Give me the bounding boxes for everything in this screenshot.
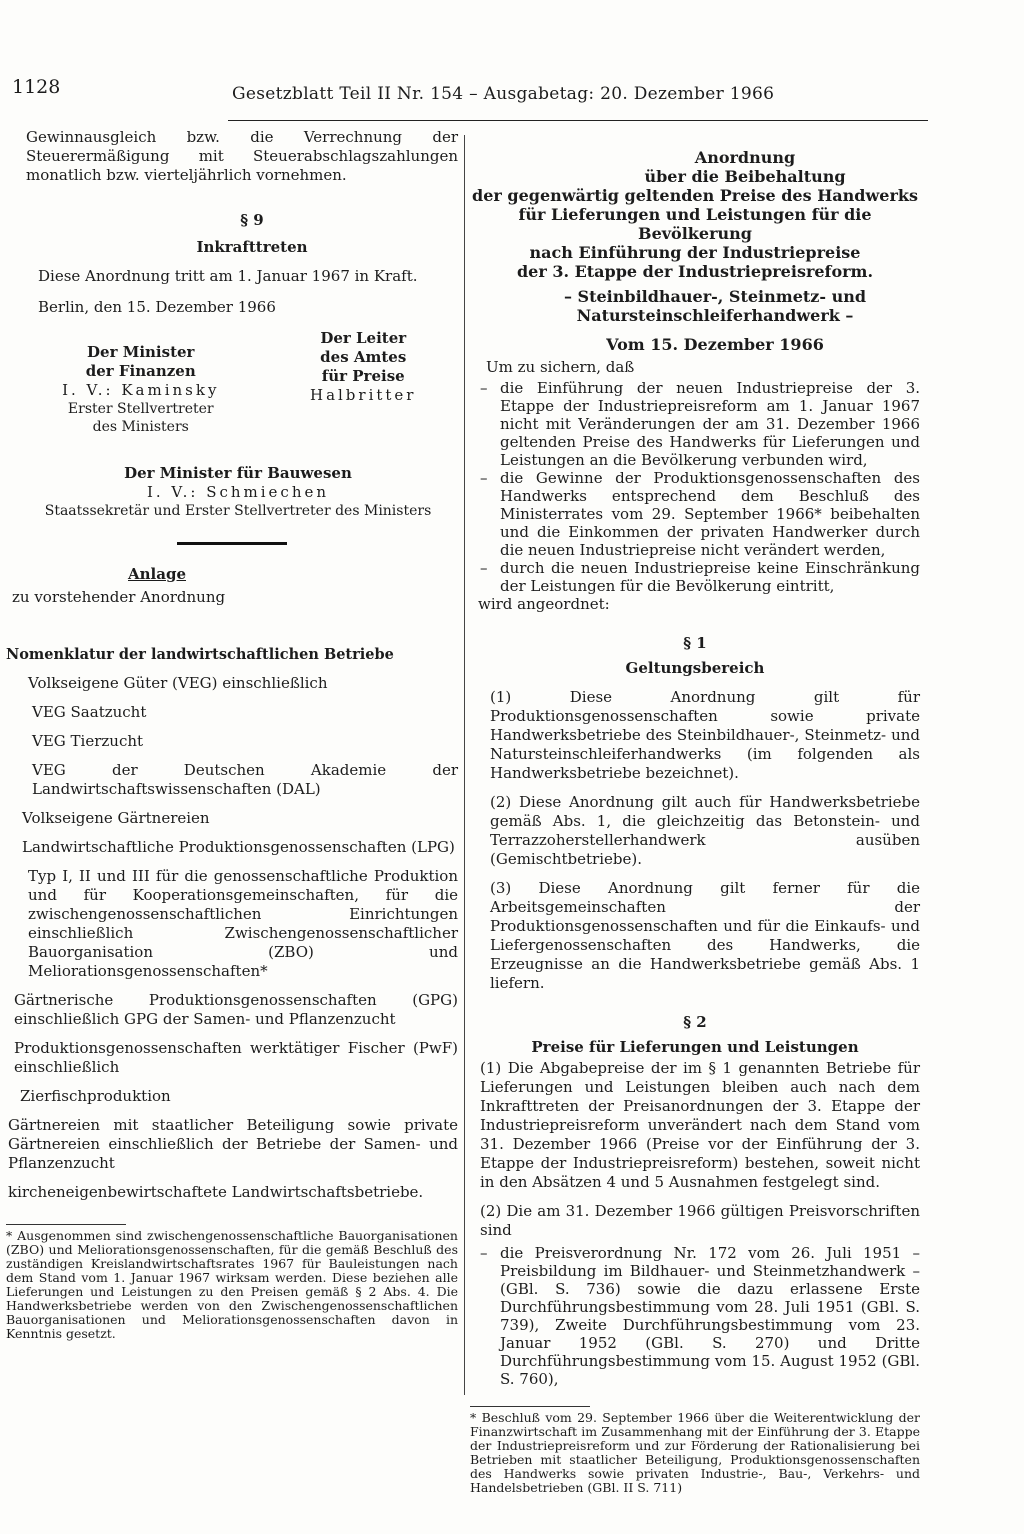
signature-name: I. V.: Kaminsky [62, 381, 220, 399]
list-item: Gärtnerische Produktionsgenossenschaften (GPG) einschließlich GPG der Samen- und Pflanzenzucht [14, 991, 458, 1028]
section-9-text: Diese Anordnung tritt am 1. Januar 1967 in Kraft. [38, 267, 418, 285]
list-item: Gärtnereien mit staatlicher Beteiligung sowie private Gärtnereien einschließlich der Betriebe der Samen- und Pflanzenzucht [8, 1116, 458, 1172]
title-line: der gegenwärtig geltenden Preise des Handwerks [472, 186, 918, 205]
section-1-paragraph: (2) Diese Anordnung gilt auch für Handwerksbetriebe gemäß Abs. 1, die gleichzeitig das Betonstein- und Terrazzoherstellerhandwerk ausüben (Gemischtbetriebe). [490, 793, 920, 868]
right-column [470, 128, 920, 1495]
anlage-title: Anlage [128, 565, 186, 583]
footnote-text: * Beschluß vom 29. September 1966 über die Weiterentwicklung der Finanzwirtschaft im Zusammenhang mit der Einführung der 3. Etappe der Industriepreisreform und zur Förderung der Rationalisierung bei Betrieben mit staatlicher Beteiligung, Produktionsgenossenschaften des Handwerks sowie privaten Industrie-, Bau-, Verkehrs- und Handelsbetrieben (GBl. II S. 711) [470, 1410, 920, 1495]
list-item: Volkseigene Güter (VEG) einschließlich [28, 674, 328, 692]
intro-text: Um zu sichern, daß [486, 358, 635, 376]
signature-role: des Ministers [92, 419, 189, 435]
page-header [0, 70, 1024, 110]
decree-text: wird angeordnet: [478, 595, 610, 613]
footnote-rule [6, 1224, 126, 1225]
signature-name: I. V.: Schmiechen [146, 483, 330, 501]
nomenclature-title: Nomenklatur der landwirtschaftlichen Betriebe [6, 646, 394, 663]
title-line: der 3. Etappe der Industriepreisreform. [516, 262, 874, 281]
signature-construction-minister [6, 464, 458, 520]
signature-block [6, 329, 458, 436]
section-2-paragraph: (2) Die am 31. Dezember 1966 gültigen Preisvorschriften sind [480, 1202, 920, 1239]
list-item: – durch die neuen Industriepreise keine Einschränkung der Leistungen für die Bevölkerung eintritt, [470, 559, 920, 595]
signature-role: Staatssekretär und Erster Stellvertreter des Ministers [44, 503, 432, 519]
intro-list [470, 379, 920, 595]
section-2-number: § 2 [683, 1013, 707, 1031]
price-regulation-list [470, 1244, 920, 1388]
title-line: nach Einführung der Industriepreise [529, 243, 861, 262]
signature-finance-minister [46, 329, 236, 436]
page-number: 1128 [12, 76, 61, 98]
ordinance-title [470, 148, 920, 325]
list-item: Typ I, II und III für die genossenschaftliche Produktion und für Kooperationsgemeinschaften, für die zwischengenossenschaftlichen Einrichtungen einschließlich Zwischengenossenschaftlicher Bauorganisation (ZBO) und Meliorationsgenossenschaften* [28, 867, 458, 980]
signature-heading: der Finanzen [85, 362, 196, 380]
signature-heading: Der Minister für Bauwesen [124, 464, 352, 482]
title-line: über die Beibehaltung [644, 167, 846, 186]
footnote-rule [470, 1406, 590, 1407]
section-1-number: § 1 [683, 634, 707, 652]
section-1-paragraph: (1) Diese Anordnung gilt für Produktionsgenossenschaften sowie private Handwerksbetriebe des Steinbildhauer-, Steinmetz- und Natursteinschleiferhandwerks (im folgenden als Handwerksbetriebe bezeichnet). [490, 688, 920, 782]
gazette-header: Gesetzblatt Teil II Nr. 154 – Ausgabetag: 20. Dezember 1966 [232, 84, 775, 104]
continued-paragraph: Gewinnausgleich bzw. die Verrechnung der Steuerermäßigung mit Steuerabschlagszahlungen monatlich bzw. vierteljährlich vornehmen. [26, 128, 458, 184]
column-divider [464, 135, 465, 1395]
section-9-title: Inkrafttreten [196, 238, 308, 256]
list-item: Zierfischproduktion [20, 1087, 171, 1105]
title-line: Anordnung [694, 148, 796, 167]
title-line: – Steinbildhauer-, Steinmetz- und [563, 287, 867, 306]
section-2-paragraph: (1) Die Abgabepreise der im § 1 genannten Betriebe für Lieferungen und Leistungen bleiben auch nach dem Inkrafttreten der Preisanordnungen der 3. Etappe der Industriepreisreform unverändert nach dem Stand vom 31. Dezember 1966 (Preise vor der Einführung der 3. Etappe der Industriepreisreform) bestehen, soweit nicht in den Absätzen 4 und 5 Ausnahmen festgelegt sind. [480, 1059, 920, 1191]
signature-heading: des Amtes [320, 348, 407, 366]
left-column [6, 128, 458, 1341]
place-date: Berlin, den 15. Dezember 1966 [38, 298, 276, 316]
title-line: Natursteinschleiferhandwerk – [576, 306, 854, 325]
list-item: VEG der Deutschen Akademie der Landwirtschaftswissenschaften (DAL) [32, 761, 458, 798]
signature-heading: für Preise [321, 367, 405, 385]
list-item: Produktionsgenossenschaften werktätiger Fischer (PwF) einschließlich [14, 1039, 458, 1076]
list-item: – die Einführung der neuen Industriepreise der 3. Etappe der Industriepreisreform am 1. Januar 1967 nicht mit Veränderungen der am 31. Dezember 1966 geltenden Preise des Handwerks für Lieferungen und Leistungen an die Bevölkerung verbunden wird, [470, 379, 920, 469]
ordinance-date: Vom 15. Dezember 1966 [606, 335, 824, 354]
list-item: – die Preisverordnung Nr. 172 vom 26. Juli 1951 – Preisbildung im Bildhauer- und Steinmetzhandwerk – (GBl. S. 736) sowie die dazu erlassene Erste Durchführungsbestimmung vom 28. Juli 1951 (GBl. S. 739), Zweite Durchführungsbestimmung vom 23. Januar 1952 (GBl. S. 270) und Dritte Durchführungsbestimmung vom 15. August 1952 (GBl. S. 760), [470, 1244, 920, 1388]
left-footnote [6, 1224, 458, 1341]
nomenclature-list [6, 674, 458, 1202]
footnote-text: * Ausgenommen sind zwischengenossenschaftliche Bauorganisationen (ZBO) und Meliorationsgenossenschaften, für die gemäß Beschluß des zuständigen Kreislandwirtschaftsrates 1967 für Bauleistungen nach dem Stand vom 1. Januar 1967 wirksam werden. Diese beziehen alle Lieferungen und Leistungen zu den Preisen gemäß § 2 Abs. 4. Die Handwerksbetriebe werden von den Zwischengenossenschaftlichen Bauorganisationen und Meliorationsgenossenschaften davon in Kenntnis gesetzt. [6, 1228, 458, 1341]
signature-name: Halbritter [309, 386, 417, 404]
section-1-title: Geltungsbereich [625, 659, 765, 677]
divider-rule [177, 542, 287, 545]
section-9-number: § 9 [240, 211, 264, 229]
signature-heading: Der Leiter [320, 329, 407, 347]
signature-heading: Der Minister [87, 343, 195, 361]
right-footnote [470, 1406, 920, 1495]
signature-role: Erster Stellvertreter [67, 401, 214, 417]
section-2-title: Preise für Lieferungen und Leistungen [531, 1038, 859, 1056]
section-1-paragraph: (3) Diese Anordnung gilt ferner für die Arbeitsgemeinschaften der Produktionsgenossenschaften und für die Einkaufs- und Liefergenossenschaften des Handwerks, die Erzeugnisse an die Handwerksbetriebe gemäß Abs. 1 liefern. [490, 879, 920, 992]
list-item: VEG Saatzucht [32, 703, 147, 721]
list-item: – die Gewinne der Produktionsgenossenschaften des Handwerks entsprechend dem Beschluß des Ministerrates vom 29. September 1966* beibehalten und die Einkommen der privaten Handwerker durch die neuen Industriepreise nicht verändert werden, [470, 469, 920, 559]
list-item: Volkseigene Gärtnereien [22, 809, 210, 827]
header-rule [228, 120, 928, 121]
anlage-subtitle: zu vorstehender Anordnung [12, 588, 226, 606]
list-item: Landwirtschaftliche Produktionsgenossenschaften (LPG) [22, 838, 455, 856]
title-line: für Lieferungen und Leistungen für die Bevölkerung [518, 205, 872, 243]
list-item: kircheneigenbewirtschaftete Landwirtschaftsbetriebe. [8, 1183, 424, 1201]
list-item: VEG Tierzucht [32, 732, 144, 750]
signature-price-office [268, 329, 458, 436]
